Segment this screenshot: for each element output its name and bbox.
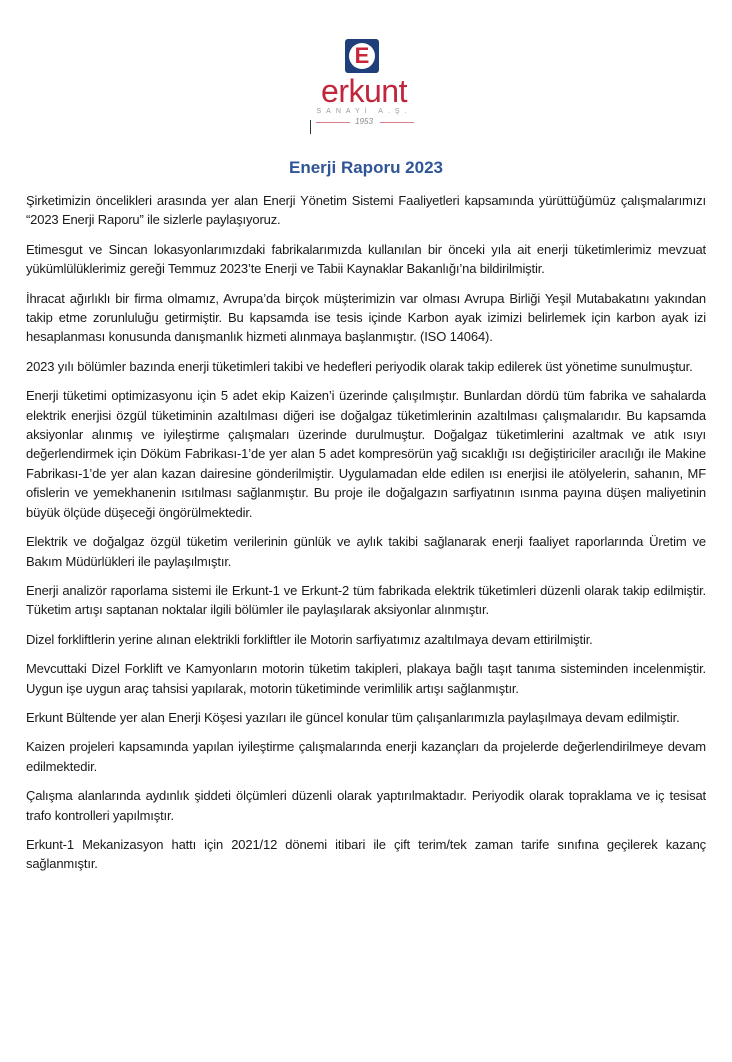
logo-mark-icon <box>345 39 379 73</box>
company-logo <box>300 30 430 136</box>
logo-year-row <box>312 117 416 127</box>
paragraph: Şirketimizin öncelikleri arasında yer alan Enerji Yönetim Sistemi Faaliyetleri kapsamında yürüttüğümüz çalışmalarımızı “2023 Enerji Raporu” ile sizlerle paylaşıyoruz. <box>26 193 706 228</box>
logo-year: 1953 <box>355 117 373 126</box>
document-title: Enerji Raporu 2023 <box>288 158 443 177</box>
paragraph: Erkunt Bültende yer alan Enerji Köşesi yazıları ile güncel konular tüm çalışanlarımızla paylaşılmaya devam edilmiştir. <box>26 709 680 725</box>
text-cursor <box>310 120 311 134</box>
paragraph: İhracat ağırlıklı bir firma olmamız, Avrupa’da birçok müşterimizin var olması Avrupa Birliği Yeşil Mutabakatını yakından takip etme zorunluluğu getirmiştir. Bu kapsamda ise tesis içinde Karbon ayak izimizi belirlemek için karbon ayak izi hesaplanması konusunda danışmanlık hizmeti alınmaya başlanmıştır. (ISO 14064). <box>26 290 706 345</box>
paragraph: Erkunt-1 Mekanizasyon hattı için 2021/12 dönemi itibari ile çift terim/tek zaman tarife sınıfına geçilerek kazanç sağlanmıştır. <box>26 836 706 872</box>
paragraph: 2023 yılı bölümler bazında enerji tüketimleri takibi ve hedefleri periyodik olarak takip edilerek üst yönetime sunulmuştur. <box>26 358 693 374</box>
document-body <box>26 191 706 884</box>
paragraph: Enerji analizör raporlama sistemi ile Erkunt-1 ve Erkunt-2 tüm fabrikada elektrik tüketimleri düzenli olarak takip edilmiştir. Tüketim artışı saptanan noktalar ilgili bölümler ile paylaşılarak aksiyonlar alınmıştır. <box>26 582 706 618</box>
logo-mark-letter: E <box>354 43 370 68</box>
logo-divider-right <box>380 122 414 123</box>
logo-subtitle: SANAYİ A.Ş. <box>316 108 412 115</box>
paragraph: Kaizen projeleri kapsamında yapılan iyileştirme çalışmalarında enerji kazançları da projelerde değerlendirilmeye devam edilmektedir. <box>26 739 706 774</box>
paragraph: Etimesgut ve Sincan lokasyonlarımızdaki fabrikalarımızda kullanılan bir önceki yıla ait enerji tüketimlerimiz mevzuat yükümlülüklerimiz gereği Temmuz 2023’te Enerji ve Tabii Kaynaklar Bakanlığı’na bildirilmiştir. <box>26 241 706 277</box>
logo-wordmark: erkunt <box>321 73 407 109</box>
paragraph: Elektrik ve doğalgaz özgül tüketim verilerinin günlük ve aylık takibi sağlanarak enerji faaliyet raporlarında Üretim ve Bakım Müdürlükleri ile paylaşılmıştır. <box>26 534 706 569</box>
paragraph: Dizel forkliftlerin yerine alınan elektrikli forkliftler ile Motorin sarfiyatımız azaltılmaya devam ettirilmiştir. <box>26 631 593 647</box>
paragraph: Enerji tüketimi optimizasyonu için 5 adet ekip Kaizen’i üzerinde çalışılmıştır. Bunlardan dördü tüm fabrika ve sahalarda elektrik enerjisi özgül tüketiminin azaltılması diğeri ise doğalgaz tüketimlerinin azaltılması çalışmalarıdır. Bu kapsamda aksiyonlar alınmış ve iyileştirme çalışmaları üzerinde durulmuştur. Doğalgaz tüketimlerini azaltmak ve atık ısıyı değerlendirmek için Döküm Fabrikası-1’de yer alan 5 adet kompresörün yağ sıcaklığı ısı değiştiriciler aracılığı ile Makine Fabrikası-1’de yer alan kazan dairesine gönderilmiştir. Uygulamadan elde edilen ısı enerjisi ile atölyelerin, sahanın, MF ofislerin ve yemekhanenin ısıtılması sağlanmıştır. Bu proje ile doğalgazın sarfiyatının ısınma payına düşen maliyetinin büyük ölçüde düşeceği öngörülmektedir. <box>26 388 706 520</box>
paragraph: Çalışma alanlarında aydınlık şiddeti ölçümleri düzenli olarak yaptırılmaktadır. Periyodik olarak topraklama ve iç tesisat trafo kontrolleri yapılmıştır. <box>26 788 706 823</box>
paragraph: Mevcuttaki Dizel Forklift ve Kamyonların motorin tüketim takipleri, plakaya bağlı taşıt tanıma sisteminden incelenmiştir. Uygun işe uygun araç tahsisi yapılarak, motorin tüketiminde verimlilik artışı sağlanmıştır. <box>26 661 706 696</box>
